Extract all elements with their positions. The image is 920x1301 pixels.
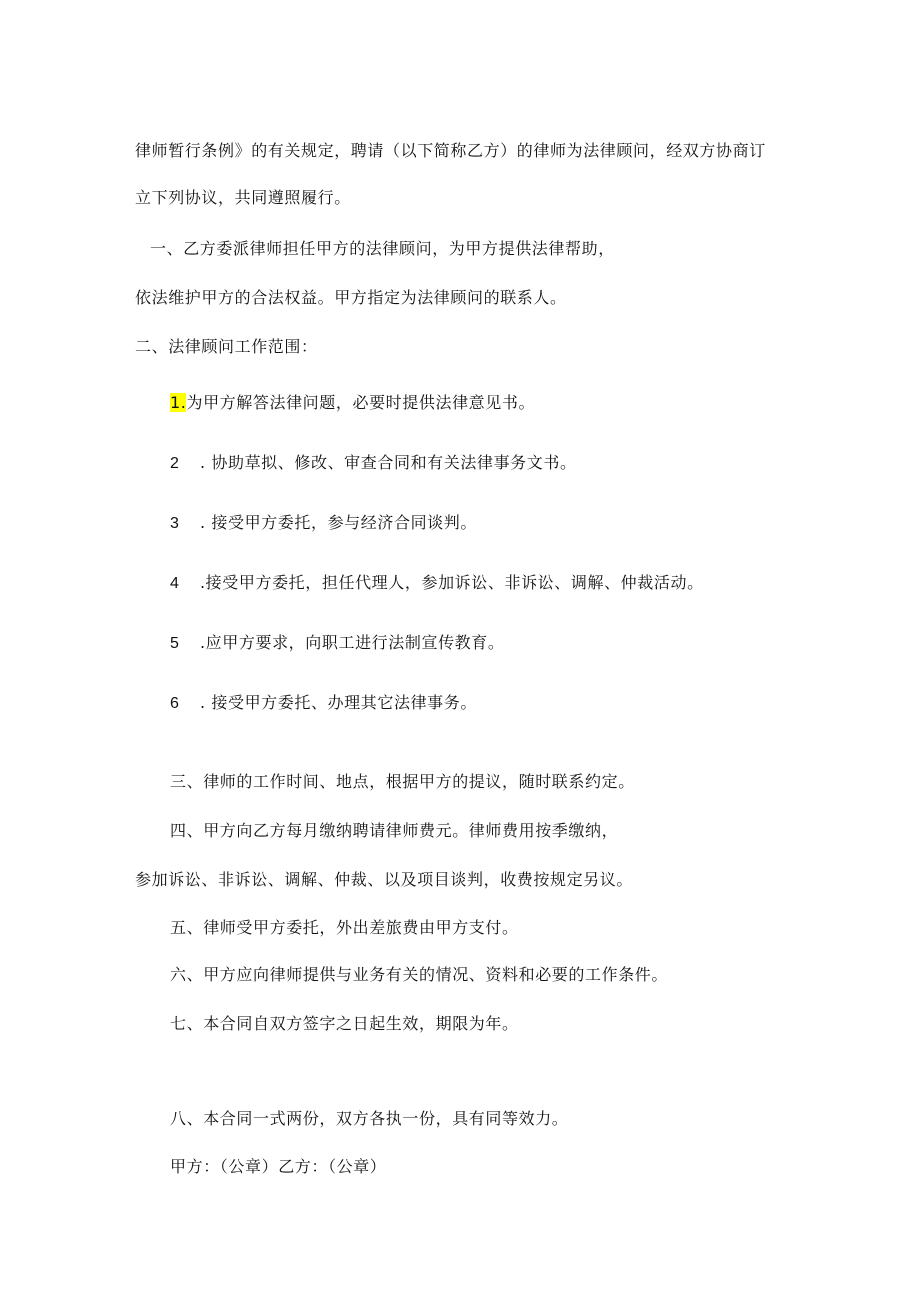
scope-item-text: . 协助草拟、修改、审查合同和有关法律事务文书。 xyxy=(200,453,577,472)
scope-item-number: 5 xyxy=(170,635,180,652)
scope-item-text: .应甲方要求，向职工进行法制宣传教育。 xyxy=(200,633,505,652)
signature-line: 甲方：（公章）乙方：（公章） xyxy=(170,1157,387,1176)
scope-item-5 xyxy=(170,632,505,655)
clause-1-line-1: 一、乙方委派律师担任甲方的法律顾问，为甲方提供法律帮助， xyxy=(150,239,615,258)
clause-8: 八、本合同一式两份，双方各执一份，具有同等效力。 xyxy=(170,1109,569,1128)
scope-item-text: .接受甲方委托，担任代理人，参加诉讼、非诉讼、调解、仲裁活动。 xyxy=(200,573,704,592)
scope-item-text: . 接受甲方委托、办理其它法律事务。 xyxy=(200,693,477,712)
clause-4-line-2: 参加诉讼、非诉讼、调解、仲裁、以及项目谈判，收费按规定另议。 xyxy=(135,870,634,889)
clause-4-line-1: 四、甲方向乙方每月缴纳聘请律师费元。律师费用按季缴纳， xyxy=(170,821,619,840)
clause-5: 五、律师受甲方委托，外出差旅费由甲方支付。 xyxy=(170,918,519,937)
scope-item-number: 4 xyxy=(170,575,180,592)
clause-3: 三、律师的工作时间、地点，根据甲方的提议，随时联系约定。 xyxy=(170,772,635,791)
scope-item-4 xyxy=(170,572,704,595)
clause-2-heading: 二、法律顾问工作范围： xyxy=(135,337,318,356)
scope-item-number: 3 xyxy=(170,515,180,532)
clause-6: 六、甲方应向律师提供与业务有关的情况、资料和必要的工作条件。 xyxy=(170,965,669,984)
scope-item-text: 为甲方解答法律问题，必要时提供法律意见书。 xyxy=(186,393,536,412)
clause-7: 七、本合同自双方签字之日起生效，期限为年。 xyxy=(170,1014,519,1033)
intro-line-2: 立下列协议，共同遵照履行。 xyxy=(135,188,351,207)
scope-item-number: 6 xyxy=(170,695,180,712)
scope-item-1 xyxy=(170,392,535,414)
clause-1-line-2: 依法维护甲方的合法权益。甲方指定为法律顾问的联系人。 xyxy=(135,288,567,307)
scope-item-3 xyxy=(170,512,477,535)
scope-item-text: . 接受甲方委托，参与经济合同谈判。 xyxy=(200,513,477,532)
scope-item-number: 1. xyxy=(170,393,187,412)
scope-item-6 xyxy=(170,692,477,715)
scope-item-2 xyxy=(170,452,577,475)
intro-line-1: 律师暂行条例》的有关规定，聘请（以下简称乙方）的律师为法律顾问，经双方协商订 xyxy=(135,141,766,160)
scope-item-number: 2 xyxy=(170,455,180,472)
